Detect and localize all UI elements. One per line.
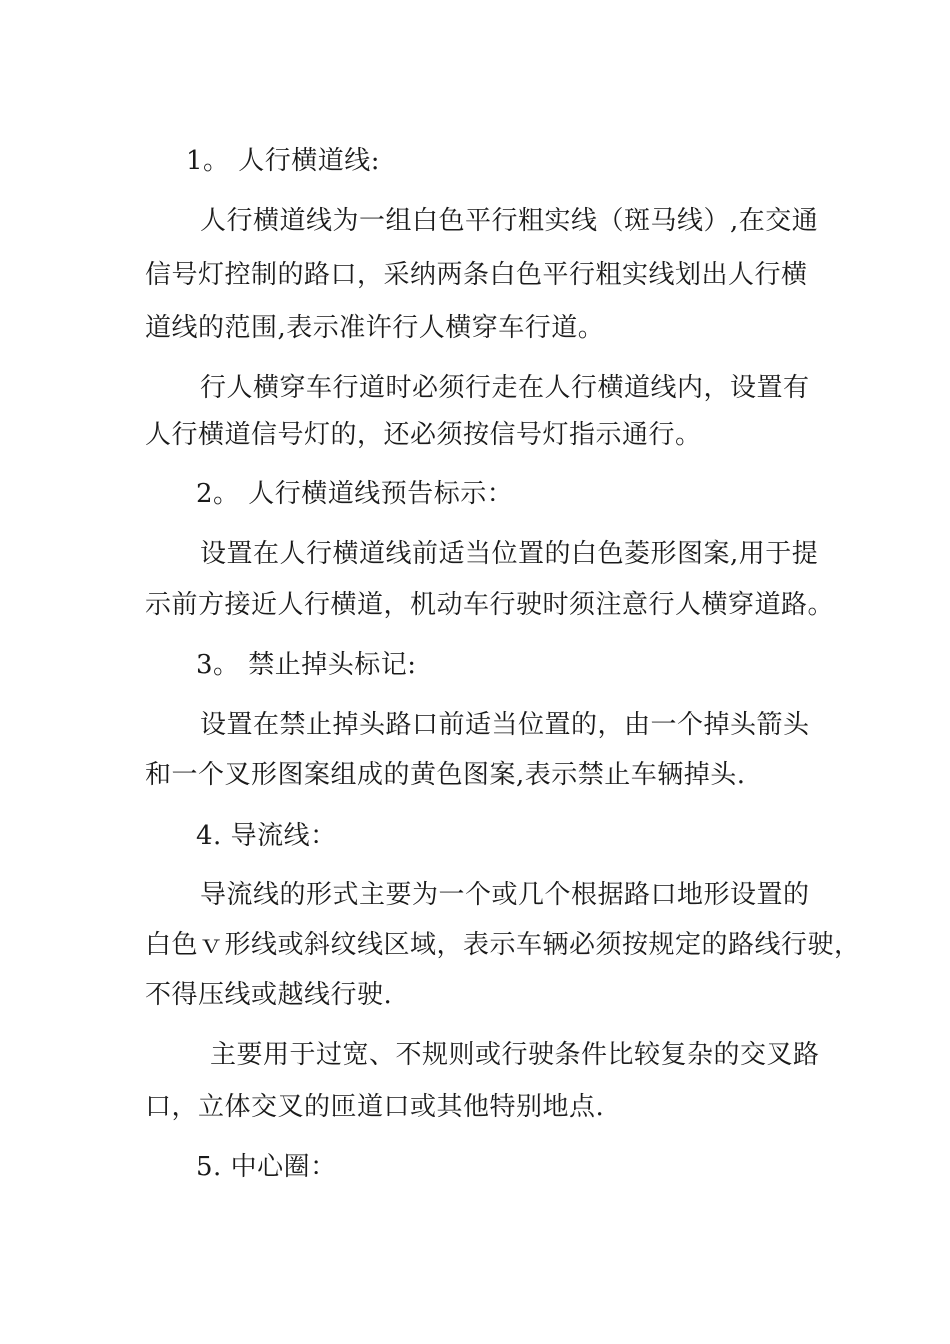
paragraph-line: 人行横道信号灯的，还必须按信号灯指示通行。 [145,420,702,450]
paragraph-line: 主要用于过宽、不规则或行驶条件比较复杂的交叉路 [210,1040,820,1070]
paragraph-line: 信号灯控制的路口，采纳两条白色平行粗实线划出人行横 [145,260,808,290]
paragraph-line: 不得压线或越线行驶. [145,980,393,1010]
paragraph-line: 和一个叉形图案组成的黄色图案,表示禁止车辆掉头. [145,760,746,790]
heading-3: 3。 禁止掉头标记: [196,650,417,680]
heading-4: 4. 导流线： [196,821,337,851]
heading-2: 2。 人行横道线预告标示： [196,479,514,509]
paragraph-line: 道线的范围,表示准许行人横穿车行道。 [145,313,605,343]
paragraph-line: 白色ｖ形线或斜纹线区域，表示车辆必须按规定的路线行驶， [145,930,861,960]
paragraph-line: 行人横穿车行道时必须行走在人行横道线内，设置有 [200,373,810,403]
heading-5: 5. 中心圈： [196,1152,337,1182]
paragraph-line: 导流线的形式主要为一个或几个根据路口地形设置的 [200,880,810,910]
paragraph-line: 设置在人行横道线前适当位置的白色菱形图案,用于提 [200,539,819,569]
paragraph-line: 示前方接近人行横道，机动车行驶时须注意行人横穿道路。 [145,590,835,620]
paragraph-line: 口，立体交叉的匝道口或其他特别地点. [145,1092,605,1122]
paragraph-line: 设置在禁止掉头路口前适当位置的，由一个掉头箭头 [200,710,810,740]
paragraph-line: 人行横道线为一组白色平行粗实线（斑马线）,在交通 [200,206,819,236]
heading-1: 1。 人行横道线: [186,146,381,176]
